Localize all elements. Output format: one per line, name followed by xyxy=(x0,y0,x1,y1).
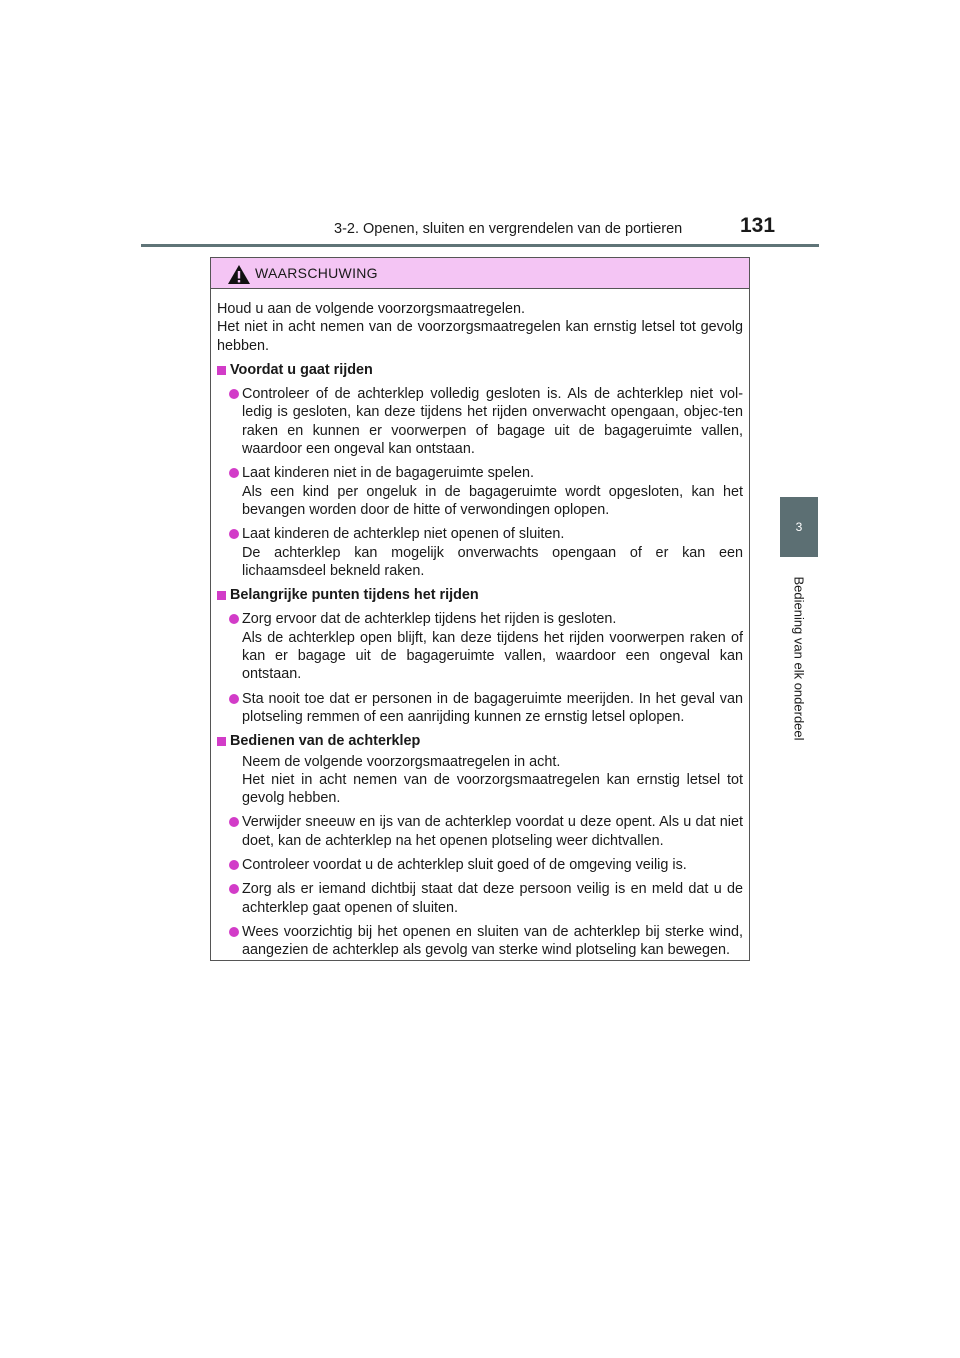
bullet-text: Als een kind per ongeluk in de bagageruimte wordt opgesloten, kan het bevangen worden door de hitte of verwondingen oplopen. xyxy=(242,483,743,518)
bullet-dot-icon xyxy=(229,860,239,870)
chapter-side-label-text: Bediening van elk onderdeel xyxy=(791,575,807,741)
list-item xyxy=(217,464,743,519)
bullet-text: Verwijder sneeuw en ijs van de achterklep voordat u deze opent. Als u dat niet doet, kan de achterklep na het openen plotseling weer dichtvallen. xyxy=(242,814,743,849)
bullet-dot-icon xyxy=(229,817,239,827)
section-intro-line: Het niet in acht nemen van de voorzorgsmaatregelen kan ernstig letsel tot gevolg hebben. xyxy=(242,771,743,807)
bullet-dot-icon xyxy=(229,389,239,399)
bullet-text: Zorg als er iemand dichtbij staat dat deze persoon veilig is en meld dat u de achterklep gaat openen of sluiten. xyxy=(242,881,743,916)
section-intro-line: Neem de volgende voorzorgsmaatregelen in acht. xyxy=(242,753,561,770)
bullet-text: De achterklep kan mogelijk onverwachts opengaan of er kan een lichaamsdeel bekneld raken. xyxy=(242,544,743,579)
bullet-text: Wees voorzichtig bij het openen en sluiten van de achterklep bij sterke wind, aangezien de achterklep als gevolg van sterke wind plotseling kan bewegen. xyxy=(242,923,743,959)
square-bullet-icon xyxy=(217,737,226,746)
list-item xyxy=(217,856,743,874)
list-item xyxy=(217,525,743,580)
warning-body xyxy=(211,289,749,960)
bullet-dot-icon xyxy=(229,468,239,478)
intro-line: Houd u aan de volgende voorzorgsmaatregelen. xyxy=(217,301,526,317)
section-heading-text: Voordat u gaat rijden xyxy=(230,361,373,378)
bullet-text: Als de achterklep open blijft, kan deze tijdens het rijden voorwerpen raken of kan er bagage uit de bagageruimte vallen, waardoor een ongeval kan ontstaan. xyxy=(242,629,743,683)
section-heading xyxy=(217,361,743,379)
square-bullet-icon xyxy=(217,591,226,600)
chapter-side-label xyxy=(780,563,818,753)
intro-line: Het niet in acht nemen van de voorzorgsmaatregelen kan ernstig letsel tot gevolg hebben. xyxy=(217,319,743,354)
bullet-dot-icon xyxy=(229,884,239,894)
warning-box xyxy=(210,257,750,961)
bullet-dot-icon xyxy=(229,614,239,624)
bullet-dot-icon xyxy=(229,927,239,937)
list-item xyxy=(217,385,743,458)
bullet-text: Zorg ervoor dat de achterklep tijdens het rijden is gesloten. xyxy=(242,611,617,628)
square-bullet-icon xyxy=(217,366,226,375)
list-item xyxy=(217,880,743,917)
bullet-text: Controleer voordat u de achterklep sluit goed of de omgeving veilig is. xyxy=(242,857,687,874)
bullet-text: Controleer of de achterklep volledig gesloten is. Als de achterklep niet vol-ledig is gesloten, kan deze tijdens het rijden onverwacht opengaan, objec-ten raken en kunnen er voorwerpen of bagage uit de bagageruimte vallen, waardoor een ongeval kan ontstaan. xyxy=(242,386,743,458)
chapter-title: 3-2. Openen, sluiten en vergrendelen van de portieren xyxy=(334,221,683,237)
bullet-text: Laat kinderen de achterklep niet openen of sluiten. xyxy=(242,526,565,543)
section-heading-text: Belangrijke punten tijdens het rijden xyxy=(230,587,479,604)
bullet-dot-icon xyxy=(229,694,239,704)
chapter-tab xyxy=(780,497,818,557)
warning-header xyxy=(211,258,749,289)
list-item xyxy=(217,690,743,727)
bullet-text: Laat kinderen niet in de bagageruimte spelen. xyxy=(242,465,535,482)
chapter-tab-number: 3 xyxy=(795,520,803,534)
page-number: 131 xyxy=(740,214,776,237)
section-heading xyxy=(217,586,743,604)
bullet-text: Sta nooit toe dat er personen in de bagageruimte meerijden. In het geval van plotseling remmen of een aanrijding kunnen ze ernstig letsel oplopen. xyxy=(242,690,743,725)
section-heading xyxy=(217,732,743,750)
bullet-dot-icon xyxy=(229,529,239,539)
list-item xyxy=(217,610,743,683)
warning-triangle-icon xyxy=(227,264,251,285)
header-divider xyxy=(141,244,819,247)
section-heading-text: Bedienen van de achterklep xyxy=(230,733,421,750)
list-item xyxy=(217,923,743,960)
list-item xyxy=(217,813,743,850)
warning-title: WAARSCHUWING xyxy=(255,265,378,281)
